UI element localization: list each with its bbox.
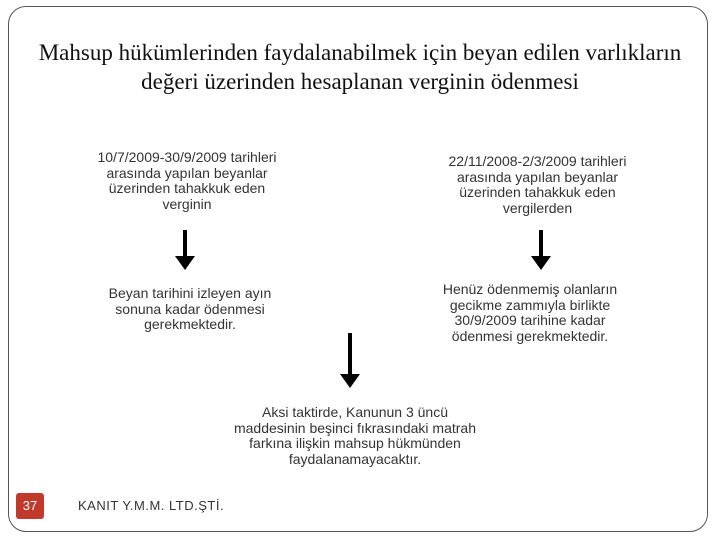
left-down-arrow-icon [175,230,195,270]
right-period-text: 22/11/2008-2/3/2009 tarihleri arasında yapılan beyanlar üzerinden tahakkuk eden vergilerden [448,153,627,216]
center-down-arrow-icon [340,333,360,388]
page-number-badge: 37 [16,493,44,519]
left-period-text: 10/7/2009-30/9/2009 tarihleri arasında yapılan beyanlar üzerinden tahakkuk eden verginin [97,149,277,212]
left-result-text: Beyan tarihini izleyen ayın sonuna kadar ödenmesi gerekmektedir. [108,285,272,332]
right-down-arrow-icon [531,230,551,270]
right-result-text: Henüz ödenmemiş olanların gecikme zammıyla birlikte 30/9/2009 tarihine kadar ödenmesi gerekmektedir. [442,281,618,344]
slide-title: Mahsup hükümlerinden faydalanabilmek için beyan edilen varlıkların değeri üzerinden hesaplanan verginin ödenmesi [38,40,682,94]
footer-company-name: KANIT Y.M.M. LTD.ŞTİ. [78,498,225,513]
consequence-text: Aksi taktirde, Kanunun 3 üncü maddesinin beşinci fıkrasındaki matrah farkına ilişkin mahsup hükmünden faydalanamayacaktır. [233,404,476,467]
